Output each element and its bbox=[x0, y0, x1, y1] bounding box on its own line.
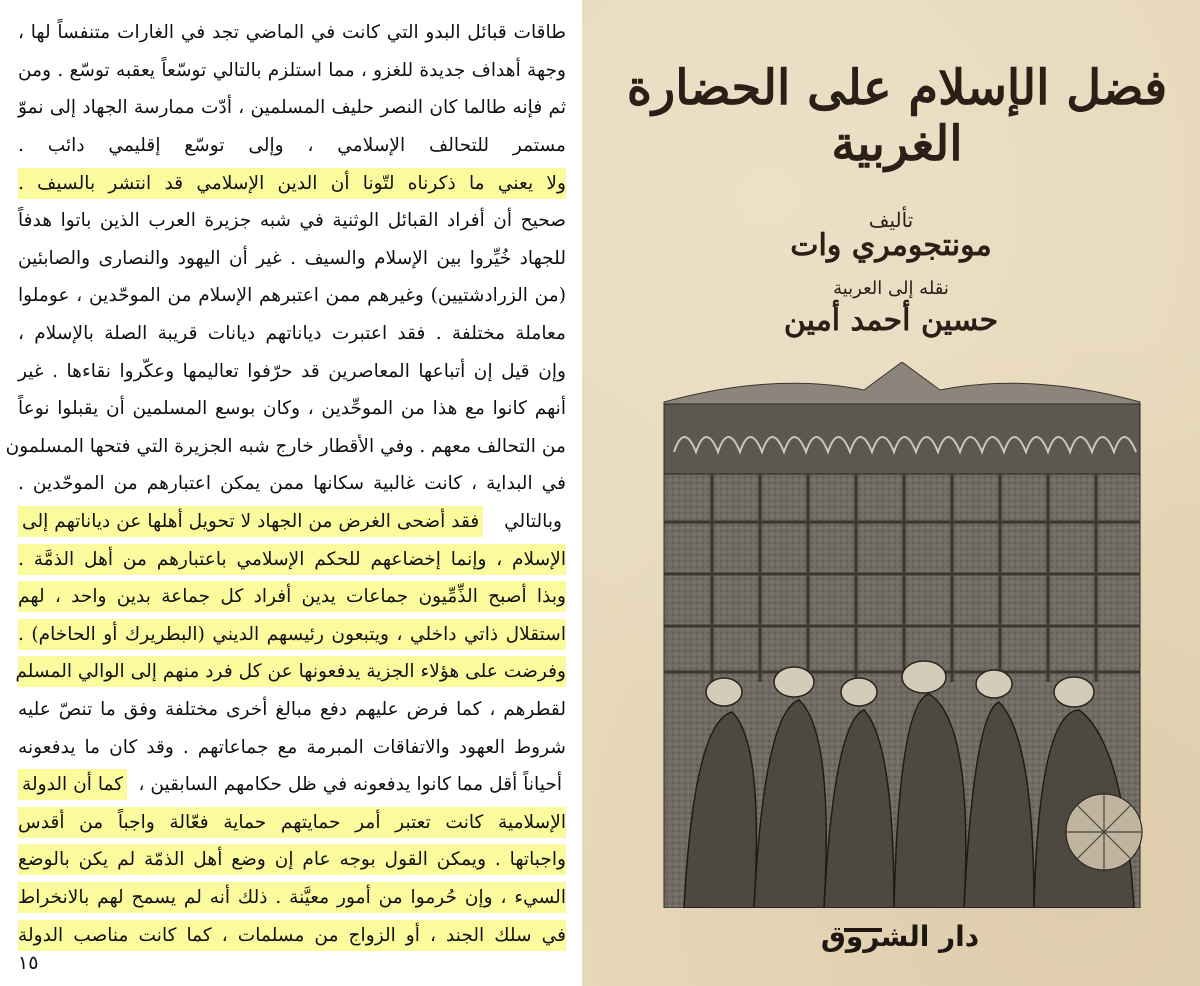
body-text: طاقات قبائل البدو التي كانت في الماضي تجد في الغارات متنفساً لها ، bbox=[18, 22, 566, 44]
text-line bbox=[18, 916, 566, 954]
body-text: وجهة أهداف جديدة للغزو ، مما استلزم بالتالي توسّعاً يعقبه توسّع . ومن bbox=[18, 59, 566, 81]
book-cover bbox=[582, 0, 1200, 986]
text-line bbox=[18, 879, 566, 917]
body-text: معاملة مختلفة . فقد اعتبرت دياناتهم ديانات قريبة الصلة بالإسلام ، bbox=[18, 323, 566, 345]
translator-label: نقله إلى العربية bbox=[833, 278, 949, 299]
highlighted-text: الإسلام ، وإنما إخضاعهم للحكم الإسلامي باعتبارهم من أهل الذمَّة . bbox=[18, 544, 566, 575]
text-line-plain: أحياناً أقل مما كانوا يدفعونه في ظل حكامهم السابقين ، bbox=[138, 774, 562, 796]
text-line bbox=[18, 240, 566, 278]
text-line bbox=[15, 653, 566, 691]
body-text: في البداية ، كانت غالبية سكانها ممن يمكن اعتبارهم من الموحّدين . bbox=[18, 473, 566, 495]
text-line bbox=[18, 803, 566, 841]
text-line bbox=[18, 352, 566, 390]
text-line bbox=[18, 14, 566, 52]
text-line bbox=[18, 390, 566, 428]
body-text: ثم فإنه طالما كان النصر حليف المسلمين ، أدّت ممارسة الجهاد إلى نموّ bbox=[18, 97, 566, 119]
body-text: من التحالف معهم . وفي الأقطار خارج شبه الجزيرة التي فتحها المسلمون bbox=[5, 435, 566, 457]
text-line bbox=[18, 616, 566, 654]
text-line bbox=[18, 465, 566, 503]
text-line-highlight: فقد أضحى الغرض من الجهاد لا تحويل أهلها عن دياناتهم إلى bbox=[18, 506, 483, 537]
text-line bbox=[18, 766, 566, 804]
highlighted-text: الإسلامية كانت تعتبر أمر حمايتهم حماية فعّالة واجباً من أقدس bbox=[18, 807, 566, 838]
text-line bbox=[18, 540, 566, 578]
highlighted-text: السيء ، وإن حُرموا من أمور معيَّنة . ذلك أنه لم يسمح لهم بالانخراط bbox=[18, 882, 566, 913]
body-text: وإن قيل إن أتباعها المعاصرين قد حرّفوا تعاليمها وعكّروا نقاءها . غير bbox=[18, 360, 566, 382]
text-line bbox=[18, 315, 566, 353]
cover-illustration bbox=[654, 362, 1150, 908]
text-line bbox=[18, 127, 566, 165]
body-text: أنهم كانوا مع هذا من الموحِّدين ، وكان بوسع المسلمين أن يقبلوا نوعاً bbox=[18, 398, 566, 420]
highlighted-text: في سلك الجند ، أو الزواج من مسلمات ، كما كانت مناصب الدولة bbox=[18, 920, 566, 951]
text-line-plain: وبالتالي bbox=[504, 511, 562, 533]
text-line bbox=[18, 164, 566, 202]
highlighted-text: وفرضت على هؤلاء الجزية يدفعونها عن كل فرد منهم إلى الوالي المسلم bbox=[18, 656, 566, 687]
text-line bbox=[18, 89, 566, 127]
text-line bbox=[18, 728, 566, 766]
body-text: للجهاد خُيِّروا بين الإسلام والسيف . غير أن اليهود والنصارى والصابئين bbox=[18, 247, 566, 269]
text-line bbox=[18, 277, 566, 315]
author-label: تأليف bbox=[868, 208, 914, 232]
body-text: شروط العهود والاتفاقات المبرمة مع جماعاتهم . وقد كان ما يدفعونه bbox=[18, 736, 566, 758]
highlighted-text: ولا يعني ما ذكرناه لتّونا أن الدين الإسلامي قد انتشر بالسيف . bbox=[18, 168, 566, 199]
book-page bbox=[0, 0, 582, 986]
text-line bbox=[18, 52, 566, 90]
publisher-name: دار الشروق bbox=[820, 920, 980, 953]
body-text: مستمر للتحالف الإسلامي ، وإلى توسّع إقليمي دائب . bbox=[18, 135, 566, 157]
body-text: (من الزرادشتيين) وغيرهم ممن اعتبرهم الإسلام من الموحّدين ، عوملوا bbox=[18, 285, 566, 307]
page-text bbox=[5, 14, 566, 954]
page-number: ١٥ bbox=[18, 952, 39, 974]
text-line-highlight: كما أن الدولة bbox=[18, 769, 127, 800]
text-line bbox=[18, 691, 566, 729]
text-line bbox=[18, 503, 566, 541]
highlighted-text: استقلال ذاتي داخلي ، ويتبعون رئيسهم الديني (البطريرك أو الحاخام) . bbox=[18, 619, 566, 650]
author-name: مونتجومري وات bbox=[790, 228, 992, 263]
text-line bbox=[18, 578, 566, 616]
cover-title: فضل الإسلام على الحضارة الغربية bbox=[626, 60, 1168, 172]
highlighted-text: واجباتها . ويمكن القول بوجه عام إن وضع أهل الذمّة لم يكن بالوضع bbox=[18, 844, 566, 875]
text-line bbox=[18, 202, 566, 240]
body-text: صحيح أن أفراد القبائل الوثنية في شبه جزيرة العرب الذين باتوا هدفاً bbox=[18, 210, 566, 232]
translator-name: حسين أحمد أمين bbox=[783, 303, 999, 338]
text-line bbox=[18, 841, 566, 879]
text-line bbox=[5, 428, 566, 466]
highlighted-text: وبذا أصبح الذِّمِّيون جماعات يدين أفراد كل جماعة بدين واحد ، لهم bbox=[18, 581, 566, 612]
body-text: لقطرهم ، كما فرض عليهم دفع مبالغ أخرى مختلفة وفق ما تنصّ عليه bbox=[18, 698, 566, 720]
